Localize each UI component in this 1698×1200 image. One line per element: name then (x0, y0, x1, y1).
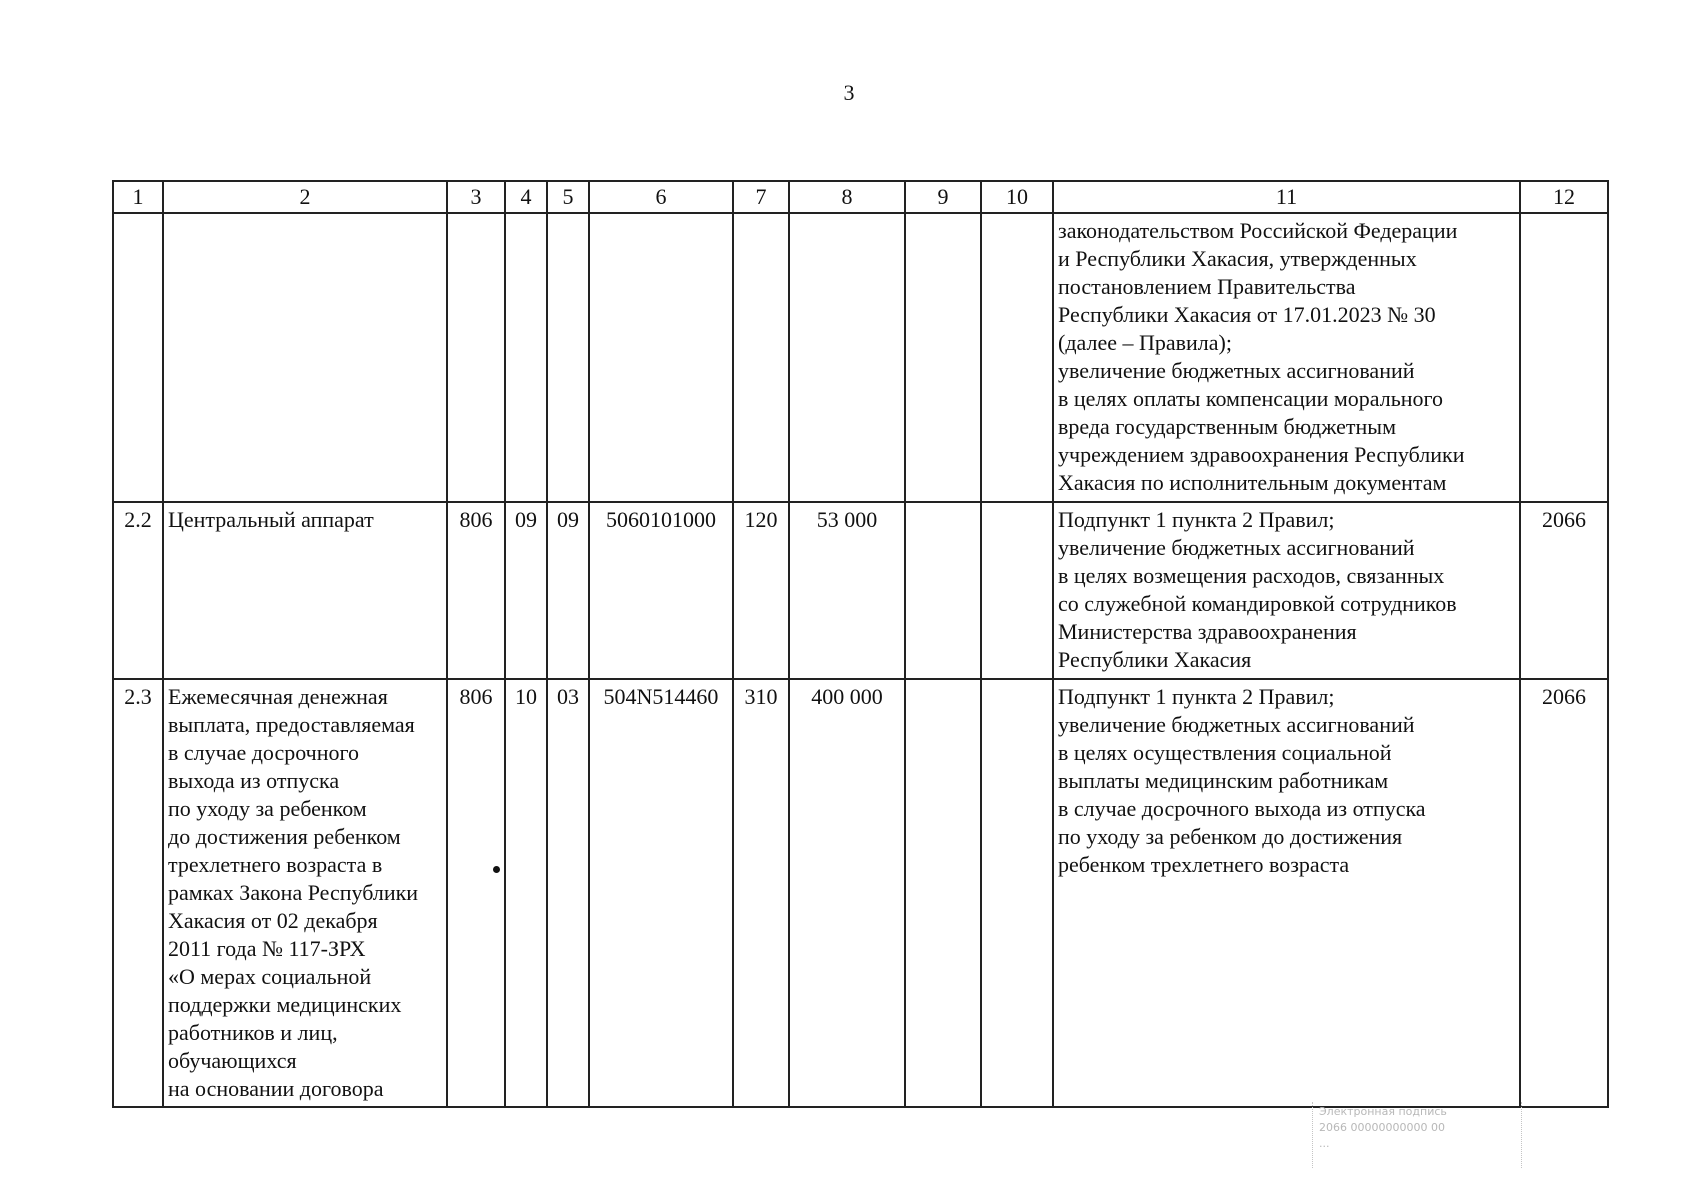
stamp-line: 2066 00000000000 00 (1319, 1121, 1445, 1134)
target-article-cell (589, 213, 733, 502)
table-row (113, 213, 1608, 502)
expense-type-cell (733, 213, 789, 502)
header-cell: 9 (905, 181, 981, 213)
table-header-row (113, 181, 1608, 213)
col10-cell (981, 213, 1053, 502)
subsection-cell: 09 (547, 502, 589, 679)
header-cell: 4 (505, 181, 547, 213)
table-row (113, 502, 1608, 679)
name-cell (163, 213, 447, 502)
header-cell: 11 (1053, 181, 1520, 213)
table-row (113, 679, 1608, 1107)
page-number: 3 (843, 80, 855, 105)
basis-cell: Подпункт 1 пункта 2 Правил; увеличение бюджетных ассигнований в целях возмещения расходов, связанных со служебной командировкой сотрудников Министерства здравоохранения Республики Хакасия (1053, 502, 1520, 679)
target-article-cell: 5060101000 (589, 502, 733, 679)
header-cell: 8 (789, 181, 905, 213)
stamp-line: ... (1319, 1137, 1330, 1150)
row-number-cell: 2.2 (113, 502, 163, 679)
col10-cell (981, 502, 1053, 679)
col9-cell (905, 502, 981, 679)
header-cell: 12 (1520, 181, 1608, 213)
signature-stamp (1312, 1102, 1522, 1168)
amount-cell: 53 000 (789, 502, 905, 679)
amount-cell (789, 213, 905, 502)
name-cell: Центральный аппарат (163, 502, 447, 679)
section-cell: 10 (505, 679, 547, 1107)
row-number-cell: 2.3 (113, 679, 163, 1107)
code-cell: 806 (447, 679, 505, 1107)
budget-table (112, 180, 1609, 1108)
section-cell (505, 213, 547, 502)
header-cell: 1 (113, 181, 163, 213)
subsection-cell (547, 213, 589, 502)
expense-type-cell: 120 (733, 502, 789, 679)
row-number-cell (113, 213, 163, 502)
name-cell: Ежемесячная денежная выплата, предоставляемая в случае досрочного выхода из отпуска по уходу за ребенком до достижения ребенком трехлетнего возраста в рамках Закона Республики Хакасия от 02 декабря 2011 года № 117-ЗРХ «О мерах социальной поддержки медицинских работников и лиц, обучающихся на основании договора (163, 679, 447, 1107)
expense-type-cell: 310 (733, 679, 789, 1107)
col9-cell (905, 213, 981, 502)
code-cell: 806 (447, 502, 505, 679)
col12-cell: 2066 (1520, 502, 1608, 679)
col12-cell (1520, 213, 1608, 502)
section-cell: 09 (505, 502, 547, 679)
amount-cell: 400 000 (789, 679, 905, 1107)
header-cell: 3 (447, 181, 505, 213)
basis-cell: Подпункт 1 пункта 2 Правил; увеличение бюджетных ассигнований в целях осуществления социальной выплаты медицинским работникам в случае досрочного выхода из отпуска по уходу за ребенком до достижения ребенком трехлетнего возраста (1053, 679, 1520, 1107)
header-cell: 6 (589, 181, 733, 213)
header-cell: 5 (547, 181, 589, 213)
target-article-cell: 504N514460 (589, 679, 733, 1107)
basis-cell: законодательством Российской Федерации и Республики Хакасия, утвержденных постановлением Правительства Республики Хакасия от 17.01.2023 № 30 (далее – Правила); увеличение бюджетных ассигнований в целях оплаты компенсации морального вреда государственным бюджетным учреждением здравоохранения Республики Хакасия по исполнительным документам (1053, 213, 1520, 502)
subsection-cell: 03 (547, 679, 589, 1107)
header-cell: 7 (733, 181, 789, 213)
col10-cell (981, 679, 1053, 1107)
ink-dot (493, 866, 500, 873)
header-cell: 2 (163, 181, 447, 213)
col12-cell: 2066 (1520, 679, 1608, 1107)
stamp-line: Электронная подпись (1319, 1105, 1447, 1118)
code-cell (447, 213, 505, 502)
header-cell: 10 (981, 181, 1053, 213)
col9-cell (905, 679, 981, 1107)
